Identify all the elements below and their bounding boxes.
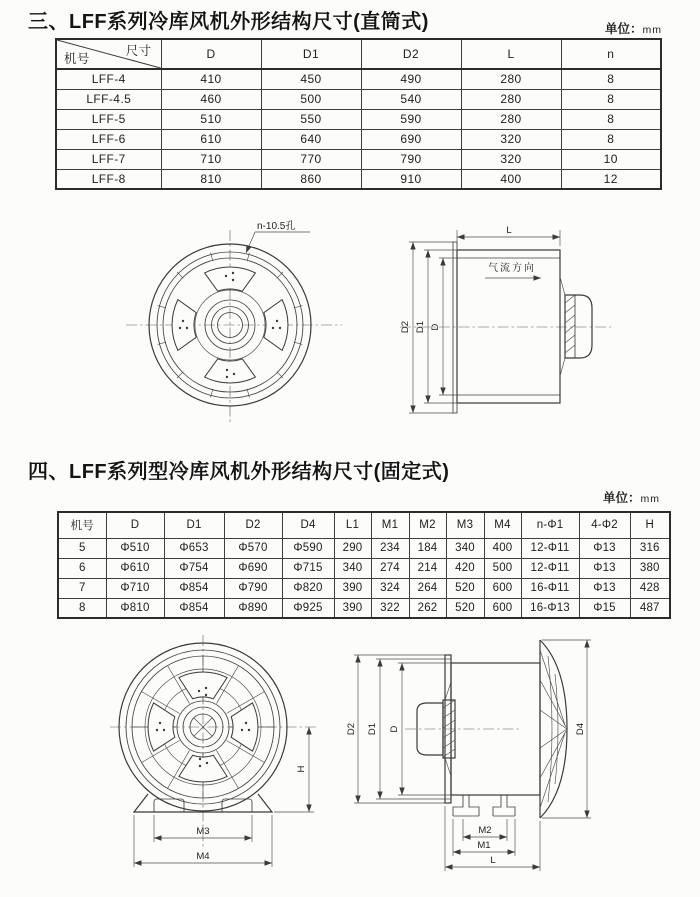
table-cell: 6: [58, 558, 106, 578]
table-cell: 8: [561, 129, 661, 149]
table-cell: Φ13: [579, 578, 630, 598]
table-cell: Φ820: [282, 578, 334, 598]
table-row: [56, 109, 661, 129]
table-cell: Φ925: [282, 598, 334, 618]
column-header: 4-Φ2: [579, 512, 630, 538]
table-cell: 16-Φ13: [521, 598, 579, 618]
table-cell: 8: [58, 598, 106, 618]
table-row: [58, 538, 670, 558]
table-cell: 184: [409, 538, 446, 558]
table-cell: Φ590: [282, 538, 334, 558]
table-cell: 910: [361, 169, 461, 189]
table-cell: Φ810: [106, 598, 164, 618]
column-header: M1: [371, 512, 409, 538]
guide-vane: [231, 703, 258, 751]
inlet-grille: [540, 640, 567, 818]
straight-type-front-view-drawing: [118, 210, 348, 432]
guide-vane: [205, 267, 256, 291]
table-cell: Φ653: [164, 538, 224, 558]
table-cell: Φ754: [164, 558, 224, 578]
table-cell: 420: [446, 558, 484, 578]
table-cell: Φ13: [579, 538, 630, 558]
column-header: H: [630, 512, 670, 538]
dim-label-D: D: [389, 725, 400, 733]
dim-label-M1: M1: [477, 840, 491, 851]
guide-vane: [205, 359, 256, 383]
dim-label-D4: D4: [575, 722, 586, 736]
fixed-type-dimensions-table: [57, 511, 671, 619]
table-cell: 540: [361, 89, 461, 109]
table-cell: 500: [484, 558, 521, 578]
table-cell: 550: [261, 109, 361, 129]
table-cell: 500: [261, 89, 361, 109]
table-cell: 790: [361, 149, 461, 169]
table-cell: 262: [409, 598, 446, 618]
dim-label-H: H: [296, 765, 307, 773]
section4-unit-note: [603, 488, 660, 506]
model-cell: LFF-8: [56, 169, 161, 189]
table-cell: 610: [161, 129, 261, 149]
table-row: [56, 129, 661, 149]
table-cell: 390: [334, 598, 371, 618]
corner-label-model: 机号: [64, 52, 90, 66]
unit-value: mm: [642, 24, 662, 36]
table-cell: Φ854: [164, 578, 224, 598]
table-cell: 320: [461, 149, 561, 169]
table-header-row: [58, 512, 670, 538]
unit-value: mm: [640, 493, 660, 505]
dim-label-D: D: [430, 323, 441, 331]
unit-label: 单位：: [604, 22, 643, 36]
model-cell: LFF-4.5: [56, 89, 161, 109]
table-row: [58, 558, 670, 578]
column-header: D2: [361, 39, 461, 69]
table-cell: 316: [630, 538, 670, 558]
table-cell: 8: [561, 109, 661, 129]
table-cell: 487: [630, 598, 670, 618]
table-cell: 428: [630, 578, 670, 598]
table-cell: Φ890: [224, 598, 282, 618]
table-cell: 600: [484, 578, 521, 598]
table-row: [58, 598, 670, 618]
table-cell: 8: [561, 89, 661, 109]
straight-type-dimensions-table: [55, 38, 662, 190]
dim-label-D2: D2: [400, 320, 411, 334]
column-header: n-Φ1: [521, 512, 579, 538]
table-row: [56, 169, 661, 189]
table-cell: 590: [361, 109, 461, 129]
column-header: M2: [409, 512, 446, 538]
column-header: M4: [484, 512, 521, 538]
column-header: 机号: [58, 512, 106, 538]
table-cell: 7: [58, 578, 106, 598]
section3-title: 三、LFF系列冷库风机外形结构尺寸(直筒式): [28, 11, 429, 33]
table-cell: Φ715: [282, 558, 334, 578]
column-header: M3: [446, 512, 484, 538]
table-cell: 12-Φ11: [521, 558, 579, 578]
airflow-direction-label: 气流方向: [488, 263, 536, 274]
column-header: L: [461, 39, 561, 69]
unit-label: 单位：: [602, 491, 641, 505]
table-cell: Φ15: [579, 598, 630, 618]
table-cell: 520: [446, 578, 484, 598]
table-cell: 280: [461, 69, 561, 89]
guide-vane: [148, 703, 175, 751]
dim-label-M4: M4: [196, 851, 210, 862]
table-cell: 690: [361, 129, 461, 149]
table-row: [56, 149, 661, 169]
dim-label-L: L: [490, 855, 496, 866]
table-cell: 510: [161, 109, 261, 129]
dim-label-D2: D2: [346, 722, 357, 736]
table-cell: 12: [561, 169, 661, 189]
table-cell: 280: [461, 89, 561, 109]
column-header: L1: [334, 512, 371, 538]
table-cell: 770: [261, 149, 361, 169]
table-cell: 340: [446, 538, 484, 558]
table-row: [58, 578, 670, 598]
table-cell: 322: [371, 598, 409, 618]
table-cell: 5: [58, 538, 106, 558]
motor-cap: [565, 295, 592, 358]
dim-label-M3: M3: [196, 826, 210, 837]
dim-label-D1: D1: [415, 320, 426, 334]
table-cell: 390: [334, 578, 371, 598]
fixed-type-side-view-drawing: [345, 630, 600, 892]
model-cell: LFF-5: [56, 109, 161, 129]
table-cell: 234: [371, 538, 409, 558]
table-cell: Φ570: [224, 538, 282, 558]
table-cell: 400: [484, 538, 521, 558]
table-cell: Φ790: [224, 578, 282, 598]
corner-header-cell: [56, 39, 161, 69]
guide-vane: [172, 300, 196, 351]
table-cell: 410: [161, 69, 261, 89]
dim-label-L: L: [506, 225, 512, 236]
model-cell: LFF-6: [56, 129, 161, 149]
table-cell: 460: [161, 89, 261, 109]
table-cell: 860: [261, 169, 361, 189]
column-header: D4: [282, 512, 334, 538]
model-cell: LFF-7: [56, 149, 161, 169]
table-cell: 810: [161, 169, 261, 189]
table-row: [56, 89, 661, 109]
guide-vane: [179, 672, 227, 699]
guide-vane: [179, 755, 227, 782]
table-cell: 490: [361, 69, 461, 89]
table-cell: 264: [409, 578, 446, 598]
table-cell: Φ510: [106, 538, 164, 558]
table-cell: Φ854: [164, 598, 224, 618]
table-cell: 710: [161, 149, 261, 169]
table-cell: 600: [484, 598, 521, 618]
column-header: D1: [261, 39, 361, 69]
table-header-row: [56, 39, 661, 69]
table-cell: 380: [630, 558, 670, 578]
table-cell: Φ13: [579, 558, 630, 578]
table-cell: 640: [261, 129, 361, 149]
table-cell: 10: [561, 149, 661, 169]
column-header: D: [106, 512, 164, 538]
section3-unit-note: [605, 19, 662, 37]
column-header: D: [161, 39, 261, 69]
table-cell: Φ610: [106, 558, 164, 578]
table-cell: 12-Φ11: [521, 538, 579, 558]
guide-vane: [264, 300, 288, 351]
table-cell: 290: [334, 538, 371, 558]
dim-label-D1: D1: [367, 722, 378, 736]
table-row: [56, 69, 661, 89]
column-header: D2: [224, 512, 282, 538]
table-cell: 520: [446, 598, 484, 618]
corner-label-size: 尺寸: [125, 44, 152, 58]
table-cell: 320: [461, 129, 561, 149]
table-cell: 8: [561, 69, 661, 89]
column-header: n: [561, 39, 661, 69]
fixed-type-front-view-drawing: [108, 633, 333, 885]
table-cell: 214: [409, 558, 446, 578]
table-cell: 280: [461, 109, 561, 129]
straight-type-side-view-drawing: [393, 213, 638, 433]
section4-title: 四、LFF系列型冷库风机外形结构尺寸(固定式): [28, 461, 450, 483]
table-cell: 340: [334, 558, 371, 578]
hole-count-label: n-10.5孔: [257, 221, 296, 232]
table-cell: 400: [461, 169, 561, 189]
table-cell: 274: [371, 558, 409, 578]
table-cell: Φ710: [106, 578, 164, 598]
column-header: D1: [164, 512, 224, 538]
model-cell: LFF-4: [56, 69, 161, 89]
table-cell: 16-Φ11: [521, 578, 579, 598]
table-cell: Φ690: [224, 558, 282, 578]
dim-label-M2: M2: [478, 825, 492, 836]
table-cell: 450: [261, 69, 361, 89]
table-cell: 324: [371, 578, 409, 598]
